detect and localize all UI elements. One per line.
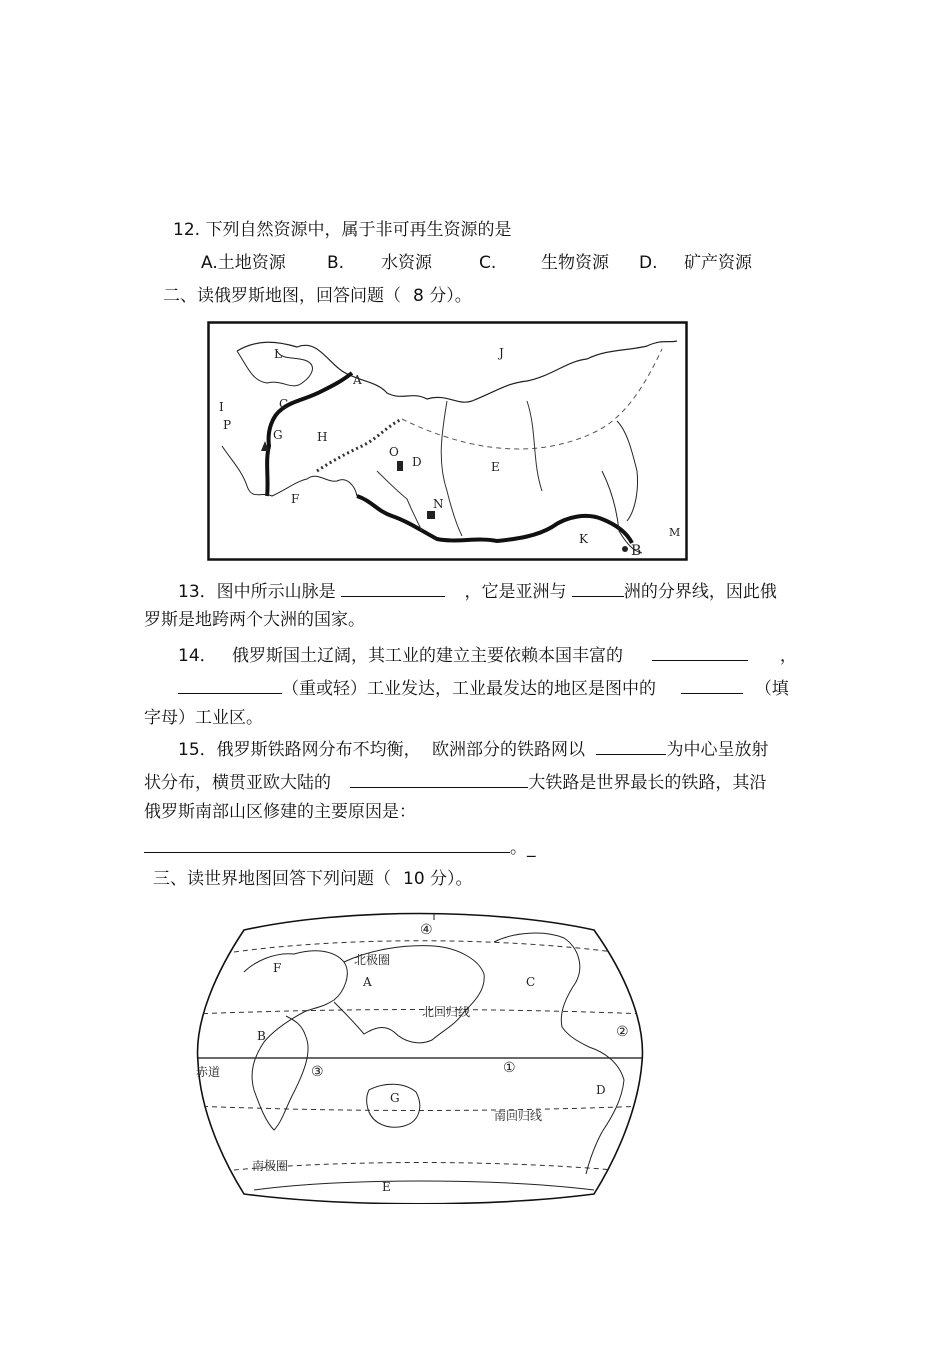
q15-line2b: 大铁路是世界最长的铁路，其沿: [528, 773, 767, 793]
q13-blank-mountain[interactable]: [341, 580, 445, 597]
russia-label-a: A: [353, 373, 362, 387]
section3-score: 10 分）。: [403, 869, 473, 889]
q15-blank-reason[interactable]: [144, 836, 510, 853]
q15-end: 。_: [510, 838, 536, 858]
q15-line4: [144, 836, 536, 857]
q15-line3: 俄罗斯南部山区修建的主要原因是：: [144, 802, 416, 822]
q14-part1: 14．: [178, 646, 217, 666]
world-label-south-circle: 南极圈: [252, 1159, 289, 1173]
world-label-c: C: [526, 975, 536, 989]
q12-option-b-letter: B.: [327, 253, 345, 273]
q15-blank-railway[interactable]: [350, 771, 528, 788]
q13-line2: 罗斯是地跨两个大洲的国家。: [144, 610, 365, 630]
russia-label-h: H: [317, 430, 328, 444]
russia-label-k: K: [579, 532, 588, 546]
q14-line3: 字母）工业区。: [144, 708, 263, 728]
q12-option-d-text: 矿产资源: [684, 253, 752, 273]
q12-option-a: A.土地资源: [201, 253, 286, 273]
world-label-a: A: [363, 975, 372, 989]
section2-heading-text: 二、读俄罗斯地图，回答问题（: [163, 286, 401, 306]
mine-symbol-n: [427, 511, 435, 519]
world-label-equator: 赤道: [196, 1065, 221, 1079]
russia-label-c: C: [279, 397, 289, 411]
q14-part2: 俄罗斯国土辽阔，其工业的建立主要依赖本国丰富的: [232, 646, 624, 666]
q15-part3: 为中心呈放射: [666, 740, 769, 760]
q12-option-c-letter: C.: [479, 253, 497, 273]
q13-line1: [178, 580, 777, 601]
q14-line2: [178, 677, 789, 698]
world-number-4: ④: [420, 922, 433, 938]
world-number-2: ②: [616, 1024, 629, 1040]
section3-heading-text: 三、读世界地图回答下列问题（: [153, 869, 391, 889]
q14-blank-industry[interactable]: [178, 677, 282, 694]
q14-blank-resource[interactable]: [652, 644, 748, 661]
russia-label-p: P: [223, 418, 232, 432]
q15-line2: [144, 771, 766, 792]
q12-option-c-text: 生物资源: [541, 253, 609, 273]
q15-blank-center[interactable]: [596, 738, 666, 755]
section2-score: 8 分）。: [413, 286, 472, 306]
q12-option-d-letter: D.: [639, 253, 658, 273]
world-label-g: G: [390, 1091, 400, 1105]
section2-heading: [163, 288, 472, 305]
q15-part1: 15．俄罗斯铁路网分布不均衡，: [178, 740, 421, 760]
q14-part3: （重或轻）工业发达，工业最发达的地区是图中的: [282, 679, 656, 699]
russia-label-b: B: [631, 543, 642, 559]
q13-part2: ，它是亚洲与: [464, 582, 567, 602]
russia-label-d: D: [412, 455, 422, 469]
q14-blank-area[interactable]: [681, 677, 743, 694]
q15-part2: 欧洲部分的铁路网以: [432, 740, 586, 760]
russia-label-n: N: [433, 497, 444, 511]
world-number-1: ①: [503, 1060, 516, 1076]
russia-label-j: J: [499, 346, 504, 360]
q12-stem: 12. 下列自然资源中，属于非可再生资源的是: [173, 220, 512, 240]
russia-label-i: I: [219, 400, 224, 414]
world-label-d: D: [596, 1083, 606, 1097]
q13-part3: 洲的分界线，因此俄: [623, 582, 777, 602]
russia-label-m: M: [669, 526, 681, 539]
q13-blank-continent[interactable]: [572, 580, 624, 597]
q14-part4: （填: [754, 679, 789, 699]
q13-part1: 13．图中所示山脉是: [178, 582, 336, 602]
world-label-b: B: [257, 1029, 266, 1043]
world-number-3: ③: [311, 1064, 324, 1080]
russia-label-o: O: [389, 445, 399, 459]
q12-option-b-text: 水资源: [381, 253, 432, 273]
world-label-e: E: [382, 1180, 391, 1194]
russia-label-e: E: [491, 460, 500, 474]
q14-comma: ，: [779, 646, 797, 666]
mine-symbol-o: [397, 461, 403, 471]
section3-heading: [153, 871, 473, 888]
q14-line1: [178, 644, 797, 665]
world-label-tropic-cancer: 北回归线: [422, 1005, 471, 1019]
world-label-f: F: [273, 961, 282, 975]
q15-line1: [178, 738, 768, 759]
russia-label-f: F: [291, 492, 300, 506]
russia-label-g: G: [273, 428, 283, 442]
world-label-tropic-capricorn: 南回归线: [494, 1109, 543, 1123]
world-map: [194, 912, 646, 1204]
q15-line2a: 状分布，横贯亚欧大陆的: [144, 773, 331, 793]
city-symbol-b: [622, 546, 628, 552]
world-label-north-circle: 北极圈: [354, 953, 391, 967]
russia-map: [207, 321, 689, 562]
russia-label-l: L: [274, 347, 282, 361]
